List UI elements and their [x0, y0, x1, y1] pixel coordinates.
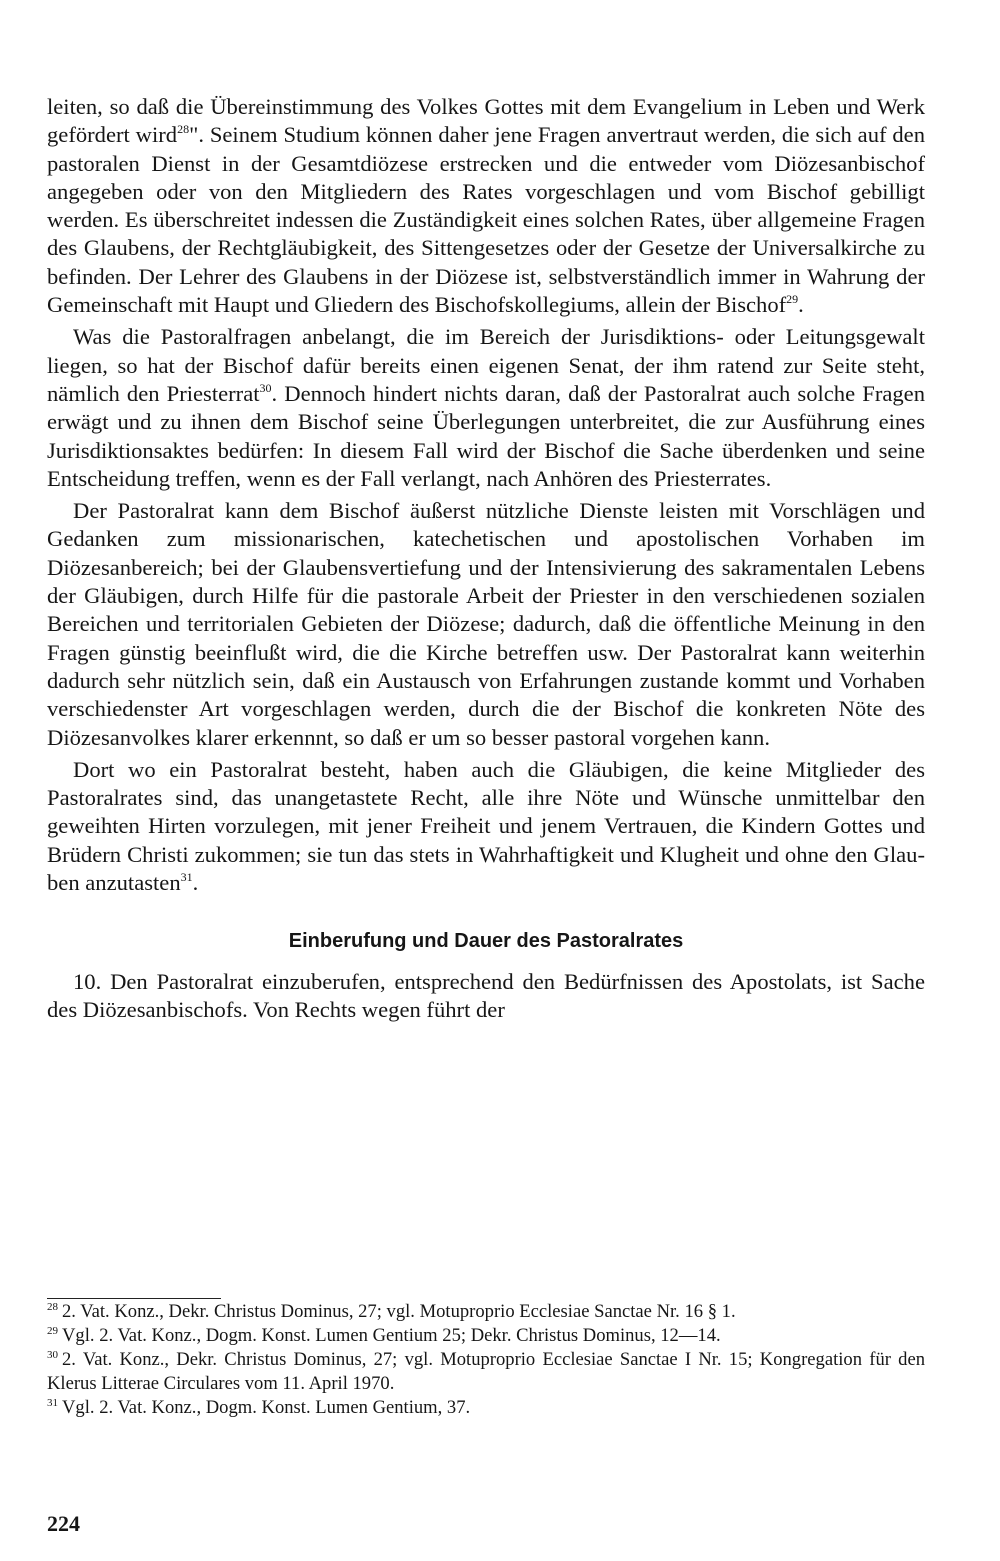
paragraph [47, 93, 925, 319]
footnote-text: 2. Vat. Konz., Dekr. Christus Dominus, 27; vgl. Motuproprio Ecclesiae Sanctae Nr. 16 § 1. [62, 1301, 736, 1322]
footnote-divider [47, 1298, 221, 1299]
page-number: 224 [47, 1511, 80, 1536]
paragraph [47, 497, 925, 752]
paragraph-text: . [192, 870, 199, 896]
footnote-text: 2. Vat. Konz., Dekr. Christus Dominus, 27; vgl. Motuproprio Ecclesiae Sanctae I Nr. 15; Kongregation für den Klerus Litterae Circulares vom 11. April 1970. [47, 1349, 925, 1394]
paragraph [47, 756, 925, 897]
footnotes [47, 1300, 925, 1420]
footnote-reference: 28 [177, 122, 190, 137]
section-paragraph-list [47, 968, 925, 1025]
paragraph-text: . Dennoch hindert nichts daran, daß der Pastoralrat auch solche Fragen erwägt und zu ihnen dem Bischof seine Überlegungen unterbreitet, die zur Ausführung eines Jurisdiktionsaktes bedürfen: In diesem Fall wird der Bischof die Sache überdenken und seine Entscheidung treffen, wenn es der Fall verlangt, nach Anhören des Priesterrates. [47, 380, 926, 491]
paragraph-text: Der Pastoralrat kann dem Bischof äußerst nützliche Dienste leisten mit Vorschlägen und Gedanken zum missionarischen, katechetischen und apostolischen Vorhaben im Diözesanbereich; bei der Glaubensvertiefung und der Intensivierung des sakramentalen Lebens der Gläubigen, durch Hilfe für die pastorale Arbeit der Priester in den verschiedenen sozialen Bereichen und territorialen Gebieten der Diözese; dadurch, daß die öffentliche Meinung in den Fragen günstig beeinflußt wird, die die Kirche betreffen usw. Der Pastoralrat kann weiterhin dadurch sehr nützlich sein, daß ein Austausch von Erfahrungen zustande kommt und Vorhaben verschiedenster Art vorgeschlagen werden, durch die der Bischof die konkreten Nöte des Diözesanvolkes klarer erkennnt, so daß er um so besser pastoral vorgehen kann. [47, 498, 925, 750]
paragraph [47, 323, 925, 493]
paragraph-text: ". Seinem Studium können daher jene Fragen anvertraut werden, die sich auf den pastoralen Dienst in der Gesamtdiözese erstrecken und die entweder vom Diözesanbischof angegeben oder von den Mitgliedern des Rates vorgeschlagen und vom Bischof gebilligt werden. Es überschreitet indessen die Zuständigkeit eines solchen Rates, über allgemeine Fragen des Glaubens, der Rechtgläubigkeit, des Sittengesetzes oder der Gesetze der Universalkirche zu befinden. Der Lehrer des Glaubens in der Diözese ist, selbstverständlich immer in Wahrung der Gemeinschaft mit Haupt und Gliedern des Bischofskollegiums, allein der Bischof [47, 122, 926, 318]
body-text [47, 93, 925, 1024]
footnote-text: Vgl. 2. Vat. Konz., Dogm. Konst. Lumen Gentium, 37. [62, 1397, 471, 1418]
footnote [47, 1348, 925, 1396]
footnote [47, 1396, 925, 1420]
paragraph-text: Was die Pastoralfragen anbelangt, die im Bereich der Jurisdiktions- oder Leitungsgewalt liegen, so hat der Bischof dafür bereits einen eigenen Senat, der ihm ratend zur Seite steht, nämlich den Priesterrat [47, 324, 925, 406]
footnote-reference: 30 [259, 380, 272, 395]
footnote-reference: 31 [180, 870, 193, 885]
paragraph-text: 10. Den Pastoralrat einzuberufen, entsprechend den Bedürfnissen des Apostolats, ist Sache des Diözesanbischofs. Von Rechts wegen führt der [47, 968, 925, 1022]
paragraph-text: leiten, so daß die Übereinstimmung des Volkes Gottes mit dem Evangelium in Leben und Werk gefördert wird [47, 94, 925, 148]
paragraph-text: . [798, 292, 804, 318]
paragraph-list [47, 93, 925, 897]
section-heading: Einberufung und Dauer des Pastoralrates [288, 930, 684, 953]
footnote [47, 1324, 925, 1348]
footnote [47, 1300, 925, 1324]
footnote-number: 31 [47, 1397, 58, 1410]
footnote-number: 29 [47, 1325, 58, 1338]
paragraph [47, 968, 925, 1025]
footnote-reference: 29 [786, 292, 799, 307]
footnote-number: 28 [47, 1301, 58, 1314]
paragraph-text: Dort wo ein Pastoralrat besteht, haben auch die Gläubigen, die keine Mitglieder des Pastoralrates sind, das unangetastete Recht, alle ihre Nöte und Wünsche unmittelbar den geweihten Hirten vorzulegen, mit jener Freiheit und jenem Vertrauen, die Kindern Gottes und Brüdern Christi zukommen; sie tun das stets in Wahrhaftigkeit und Klugheit und ohne den Glauben anzutasten [47, 756, 925, 896]
footnote-number: 30 [47, 1349, 58, 1362]
footnote-text: Vgl. 2. Vat. Konz., Dogm. Konst. Lumen Gentium 25; Dekr. Christus Dominus, 12—14. [62, 1325, 721, 1346]
